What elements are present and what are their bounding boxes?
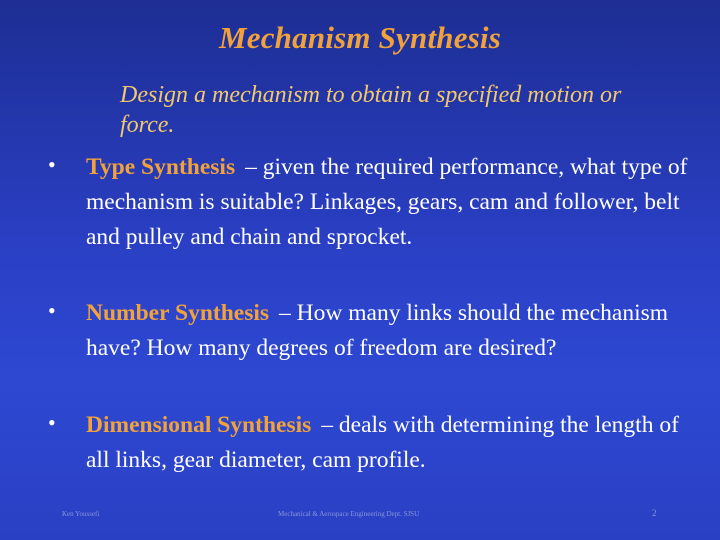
slide-subtitle: Design a mechanism to obtain a specified motion or force. — [120, 82, 622, 138]
bullet-dot: • — [48, 410, 56, 435]
bullet-dot: • — [48, 152, 56, 177]
bullet-body — [86, 296, 696, 366]
footer-department: Mechanical & Aerospace Engineering Dept. SJSU — [278, 510, 420, 518]
page-number: 2 — [652, 508, 657, 518]
bullet-dot: • — [48, 298, 56, 323]
bullet-term: Number Synthesis — [86, 300, 270, 326]
bullet-body — [86, 408, 696, 478]
slide-title: Mechanism Synthesis — [219, 20, 501, 55]
footer-author: Ken Youssefi — [62, 510, 100, 518]
bullet-description: – given the required performance, what type of mechanism is suitable? Linkages, gears, cam and follower, belt and pulley and chain and sprocket. — [86, 154, 688, 250]
bullet-description: – deals with determining the length of all links, gear diameter, cam profile. — [86, 412, 679, 473]
bullet-term: Type Synthesis — [86, 154, 236, 180]
bullet-term: Dimensional Synthesis — [86, 412, 312, 438]
bullet-description: – How many links should the mechanism have? How many degrees of freedom are desired? — [86, 300, 669, 361]
bullet-body — [86, 150, 696, 255]
